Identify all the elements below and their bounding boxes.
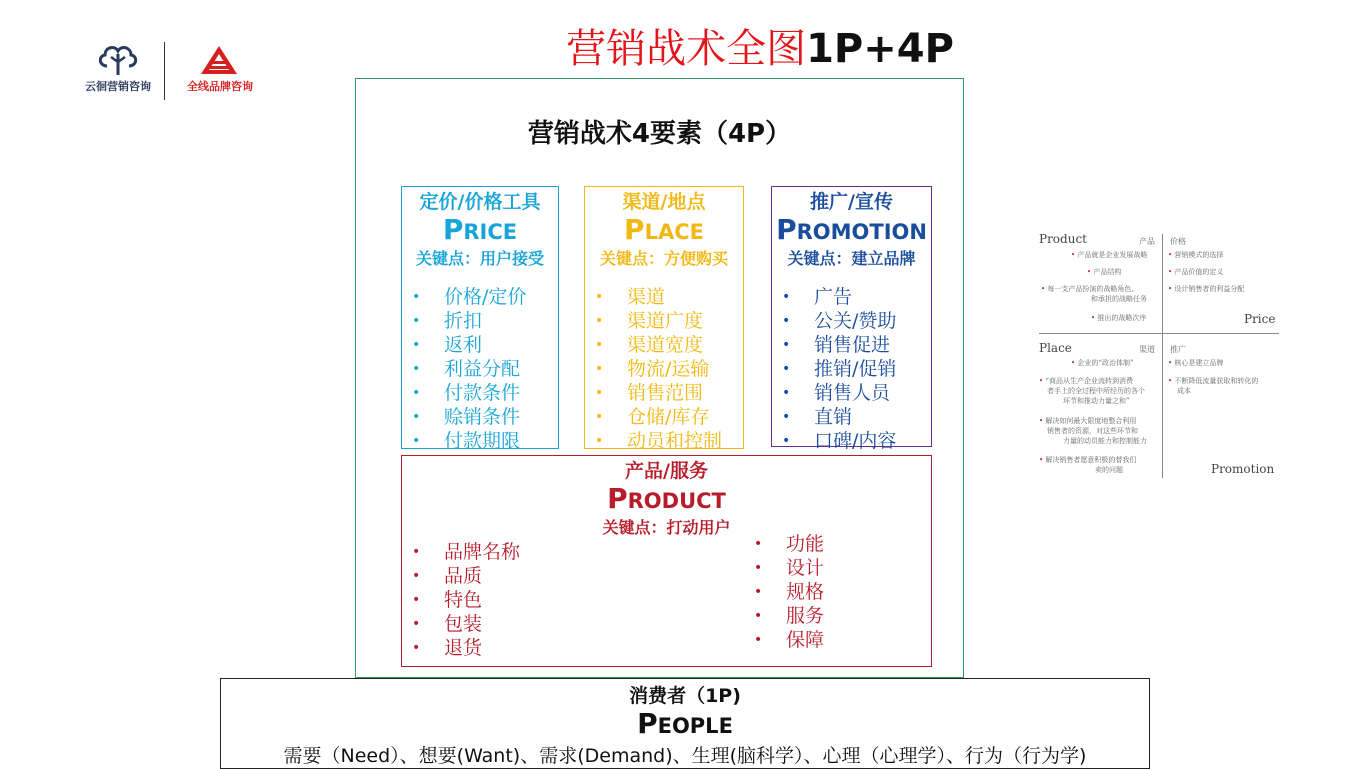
list-item: • 销售范围 bbox=[585, 381, 743, 405]
quadrant-tr-3: 设计销售者的利益分配 bbox=[1174, 285, 1245, 293]
list-item: • 赊销条件 bbox=[402, 405, 558, 429]
product-key-point: 关键点：打动用户 bbox=[602, 518, 731, 537]
quadrant-bl-2b: 者手上的全过程中所经历的各个 bbox=[1047, 387, 1145, 395]
cloud-tree-icon bbox=[95, 42, 141, 76]
people-box bbox=[220, 678, 1150, 769]
price-heading: 定价/价格工具 bbox=[419, 191, 541, 213]
quadrant-col-place: 渠道 bbox=[1139, 345, 1155, 354]
product-big-rest: RODUCT bbox=[627, 489, 726, 513]
list-item: • 规格 bbox=[744, 580, 824, 604]
place-big-cap: P bbox=[624, 213, 645, 246]
logo-left-text: 云徊营销咨询 bbox=[85, 80, 151, 93]
quadrant-promotion-label: Promotion bbox=[1211, 462, 1275, 476]
people-big-cap: P bbox=[637, 707, 658, 740]
promotion-big-rest: ROMOTION bbox=[796, 220, 927, 244]
people-big-label bbox=[221, 709, 1149, 743]
yunhui-logo bbox=[78, 42, 158, 100]
place-box bbox=[584, 186, 744, 452]
list-item: • 渠道 bbox=[585, 285, 743, 309]
place-list bbox=[585, 285, 743, 453]
list-item: • 包装 bbox=[402, 612, 520, 636]
list-item: • 动员和控制 bbox=[585, 429, 743, 453]
quadrant-br-2b: 成本 bbox=[1177, 387, 1191, 395]
list-item: • 设计 bbox=[744, 556, 824, 580]
list-item: • 品牌名称 bbox=[402, 540, 520, 564]
quadrant-place-label: Place bbox=[1039, 341, 1072, 355]
logo-divider bbox=[164, 42, 165, 100]
list-item: • 返利 bbox=[402, 333, 558, 357]
quadrant-bl-3a: 解决如何最大限度地整合利用 bbox=[1045, 417, 1137, 425]
4p-quadrant-thumbnail: Product 产品 价格 • 产品就是企业发展战略 • 产品结构 • 每一支产品扮演的战略角色、 和承担的战略任务 • 推出的战略次序 • 营销模式的选择 • 产品价值的定义 • 设计销售者的利益分配 Price Place 渠道 推广 • 企业的“政治体制” • “商品从生产企业流转到消费 者手上的全过程中所经历的各个 环节和推动力量之和” • 解决如何最大限度地整合利用 销售者的资源，对这些环节和 力量的动员能力和控制能力 • 解决销售者愿意积极的替我们 卖的问题 • 核心是建立品牌 • 不断降低流量获取和转化的 成本 Promotion bbox=[1035, 228, 1285, 483]
quadrant-tl-4: 推出的战略次序 bbox=[1097, 314, 1147, 322]
list-item: • 价格/定价 bbox=[402, 285, 558, 309]
list-item: • 利益分配 bbox=[402, 357, 558, 381]
price-big-rest: RICE bbox=[463, 220, 518, 244]
promotion-big-cap: P bbox=[776, 213, 797, 246]
list-item: • 销售促进 bbox=[772, 333, 931, 357]
quadrant-tr-1: 营销模式的选择 bbox=[1174, 251, 1224, 259]
quadrant-tl-2: 产品结构 bbox=[1093, 268, 1122, 276]
people-description: 需要（Need）、想要(Want)、需求(Demand)、生理(脑科学）、心理（心理学）、行为（行为学) bbox=[283, 745, 1087, 767]
product-big-cap: P bbox=[607, 482, 628, 515]
promotion-list bbox=[772, 285, 931, 453]
list-item: • 品质 bbox=[402, 564, 520, 588]
quadrant-bl-4b: 卖的问题 bbox=[1095, 466, 1123, 474]
list-item: • 保障 bbox=[744, 628, 824, 652]
list-item: • 口碑/内容 bbox=[772, 429, 931, 453]
product-big-label bbox=[402, 484, 931, 518]
list-item: • 服务 bbox=[744, 604, 824, 628]
list-item: • 直销 bbox=[772, 405, 931, 429]
quadrant-bl-3b: 销售者的资源，对这些环节和 bbox=[1047, 427, 1138, 435]
people-big-rest: EOPLE bbox=[657, 714, 733, 738]
list-item: • 推销/促销 bbox=[772, 357, 931, 381]
quadrant-tl-3b: 和承担的战略任务 bbox=[1091, 295, 1147, 303]
list-item: • 特色 bbox=[402, 588, 520, 612]
list-item: • 广告 bbox=[772, 285, 931, 309]
promotion-box bbox=[771, 186, 932, 452]
list-item: • 公关/赞助 bbox=[772, 309, 931, 333]
price-key-point: 关键点：用户接受 bbox=[415, 249, 544, 268]
place-big-label bbox=[585, 215, 743, 249]
quadrant-bl-3c: 力量的动员能力和控制能力 bbox=[1063, 437, 1147, 445]
promotion-key-point: 关键点：建立品牌 bbox=[787, 249, 916, 268]
page-title bbox=[420, 22, 1100, 76]
quadrant-col-product: 产品 bbox=[1139, 237, 1155, 246]
list-item: • 付款条件 bbox=[402, 381, 558, 405]
quadrant-bl-1: 企业的“政治体制” bbox=[1077, 359, 1134, 367]
quadrant-price-label: Price bbox=[1244, 312, 1276, 326]
quadrant-col-price: 价格 bbox=[1170, 237, 1186, 246]
quadrant-tr-2: 产品价值的定义 bbox=[1174, 268, 1224, 276]
list-item: • 物流/运输 bbox=[585, 357, 743, 381]
quadrant-product-label: Product bbox=[1039, 232, 1087, 246]
frame-title: 营销战术4要素（4P） bbox=[527, 119, 792, 149]
promotion-big-label bbox=[772, 215, 931, 249]
price-list bbox=[402, 285, 558, 453]
quadrant-bl-2a: “商品从生产企业流转到消费 bbox=[1045, 377, 1133, 385]
quadrant-vertical-divider bbox=[1162, 234, 1163, 478]
list-item: • 渠道宽度 bbox=[585, 333, 743, 357]
price-big-label bbox=[402, 215, 558, 249]
people-heading: 消费者（1P) bbox=[629, 685, 741, 707]
quadrant-col-promo: 推广 bbox=[1170, 345, 1186, 354]
quanxian-logo bbox=[174, 42, 266, 100]
product-list-right bbox=[744, 532, 824, 652]
price-box bbox=[401, 186, 559, 452]
quadrant-bl-2c: 环节和推动力量之和” bbox=[1063, 397, 1130, 405]
place-big-rest: LACE bbox=[644, 220, 704, 244]
product-box bbox=[401, 455, 932, 667]
price-big-cap: P bbox=[442, 213, 464, 246]
list-item: • 功能 bbox=[744, 532, 824, 556]
quadrant-tl-3a: 每一支产品扮演的战略角色、 bbox=[1047, 285, 1139, 293]
triangle-logo-icon bbox=[199, 44, 239, 76]
list-item: • 付款期限 bbox=[402, 429, 558, 453]
place-heading: 渠道/地点 bbox=[622, 191, 706, 213]
list-item: • 仓储/库存 bbox=[585, 405, 743, 429]
promotion-heading: 推广/宣传 bbox=[810, 191, 893, 213]
title-red-part: 营销战术全图 bbox=[566, 26, 807, 72]
title-black-part: 1P+4P bbox=[806, 26, 954, 72]
place-key-point: 关键点：方便购买 bbox=[599, 249, 728, 268]
quadrant-bl-4a: 解决销售者愿意积极的替我们 bbox=[1045, 456, 1137, 464]
list-item: • 折扣 bbox=[402, 309, 558, 333]
quadrant-br-2a: 不断降低流量获取和转化的 bbox=[1174, 377, 1259, 385]
quadrant-tl-1: 产品就是企业发展战略 bbox=[1077, 251, 1148, 259]
quadrant-br-1: 核心是建立品牌 bbox=[1174, 359, 1224, 367]
logo-right-text: 全线品牌咨询 bbox=[187, 80, 253, 93]
list-item: • 退货 bbox=[402, 636, 520, 660]
product-list-left bbox=[402, 540, 520, 660]
quadrant-horizontal-divider bbox=[1039, 333, 1279, 334]
list-item: • 销售人员 bbox=[772, 381, 931, 405]
product-heading: 产品/服务 bbox=[625, 460, 708, 482]
list-item: • 渠道广度 bbox=[585, 309, 743, 333]
